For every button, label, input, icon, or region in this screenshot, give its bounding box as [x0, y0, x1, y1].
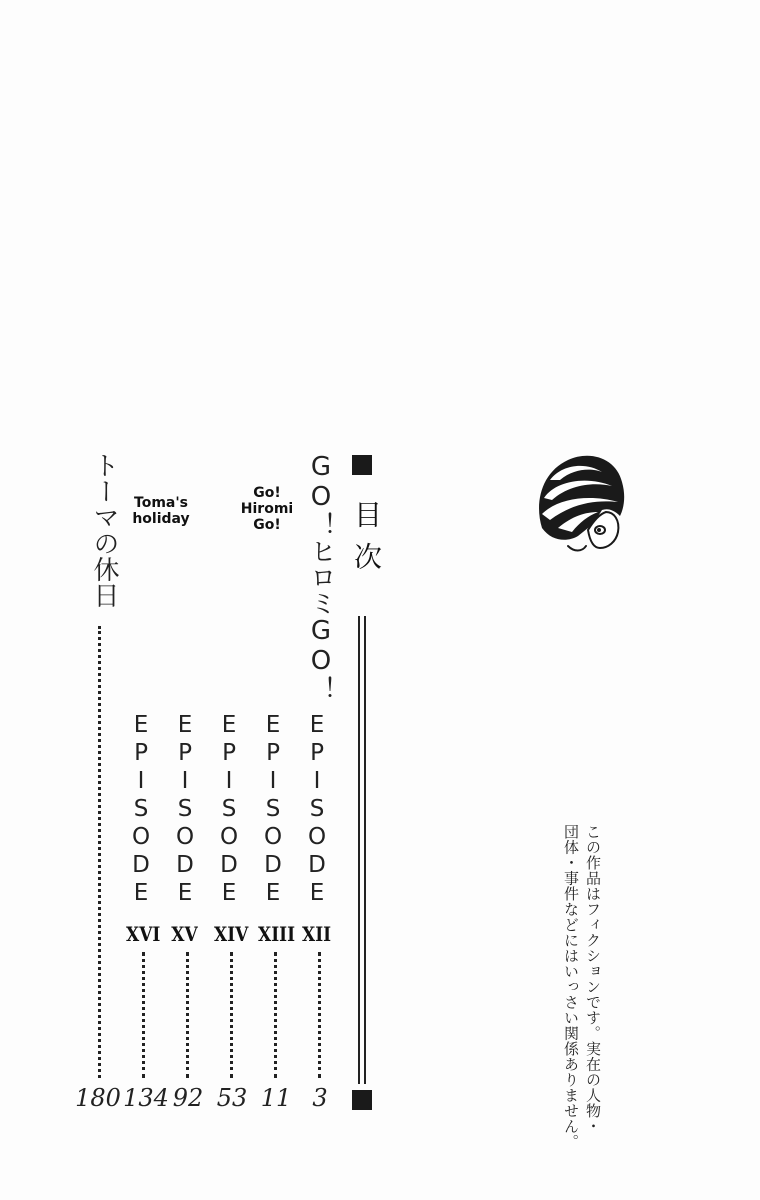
- page-number-extra: 180: [75, 1084, 121, 1112]
- page-number-14: 53: [216, 1084, 248, 1112]
- toma-logo-line2: holiday: [132, 511, 190, 527]
- leader-dots-13: [274, 952, 280, 1078]
- page-number-12: 3: [312, 1084, 328, 1112]
- hiromi-logo-line1: Go!: [253, 485, 281, 501]
- toma-logo-line1: Toma's: [134, 495, 188, 511]
- disclaimer-line-2: 団体・事件などにはいっさい関係ありません。: [562, 824, 580, 1150]
- heading-square-top: [352, 455, 372, 475]
- toma-holiday-logo: [126, 495, 196, 527]
- episode-label-15: EPISODE: [172, 712, 198, 908]
- episode-label-14: EPISODE: [216, 712, 242, 908]
- episode-label-12: EPISODE: [304, 712, 330, 908]
- leader-dots-15: [186, 952, 192, 1078]
- episode-numeral-16: XVI: [126, 922, 161, 946]
- page-number-13: 11: [260, 1084, 292, 1112]
- hiromi-logo-line2: Hiromi: [240, 501, 294, 517]
- disclaimer-line-1: この作品はフィクションです。実在の人物・: [584, 824, 602, 1134]
- hiromi-go-logo: [236, 485, 298, 533]
- extra-story-title: トーマの休日: [89, 452, 119, 608]
- page-number-16: 134: [123, 1084, 169, 1112]
- leader-dots-14: [230, 952, 236, 1078]
- toc-heading: 目次: [350, 500, 383, 584]
- rule-line-right: [364, 616, 366, 1084]
- face-illustration-icon: [528, 450, 628, 562]
- leader-dots-12: [318, 952, 324, 1078]
- leader-dots-extra: [98, 626, 104, 1078]
- page-number-15: 92: [172, 1084, 204, 1112]
- leader-dots-16: [142, 952, 148, 1078]
- rule-line-left: [358, 616, 360, 1084]
- series-title: GO！ヒロミGO！: [306, 452, 336, 702]
- episode-numeral-12: XII: [302, 922, 332, 946]
- heading-square-bottom: [352, 1090, 372, 1110]
- episode-numeral-13: XIII: [258, 922, 296, 946]
- disclaimer-block: [560, 824, 604, 1150]
- episode-numeral-14: XIV: [214, 922, 249, 946]
- hiromi-logo-line3: Go!: [253, 517, 281, 533]
- episode-label-13: EPISODE: [260, 712, 286, 908]
- episode-numeral-15: XV: [171, 922, 198, 946]
- episode-label-16: EPISODE: [128, 712, 154, 908]
